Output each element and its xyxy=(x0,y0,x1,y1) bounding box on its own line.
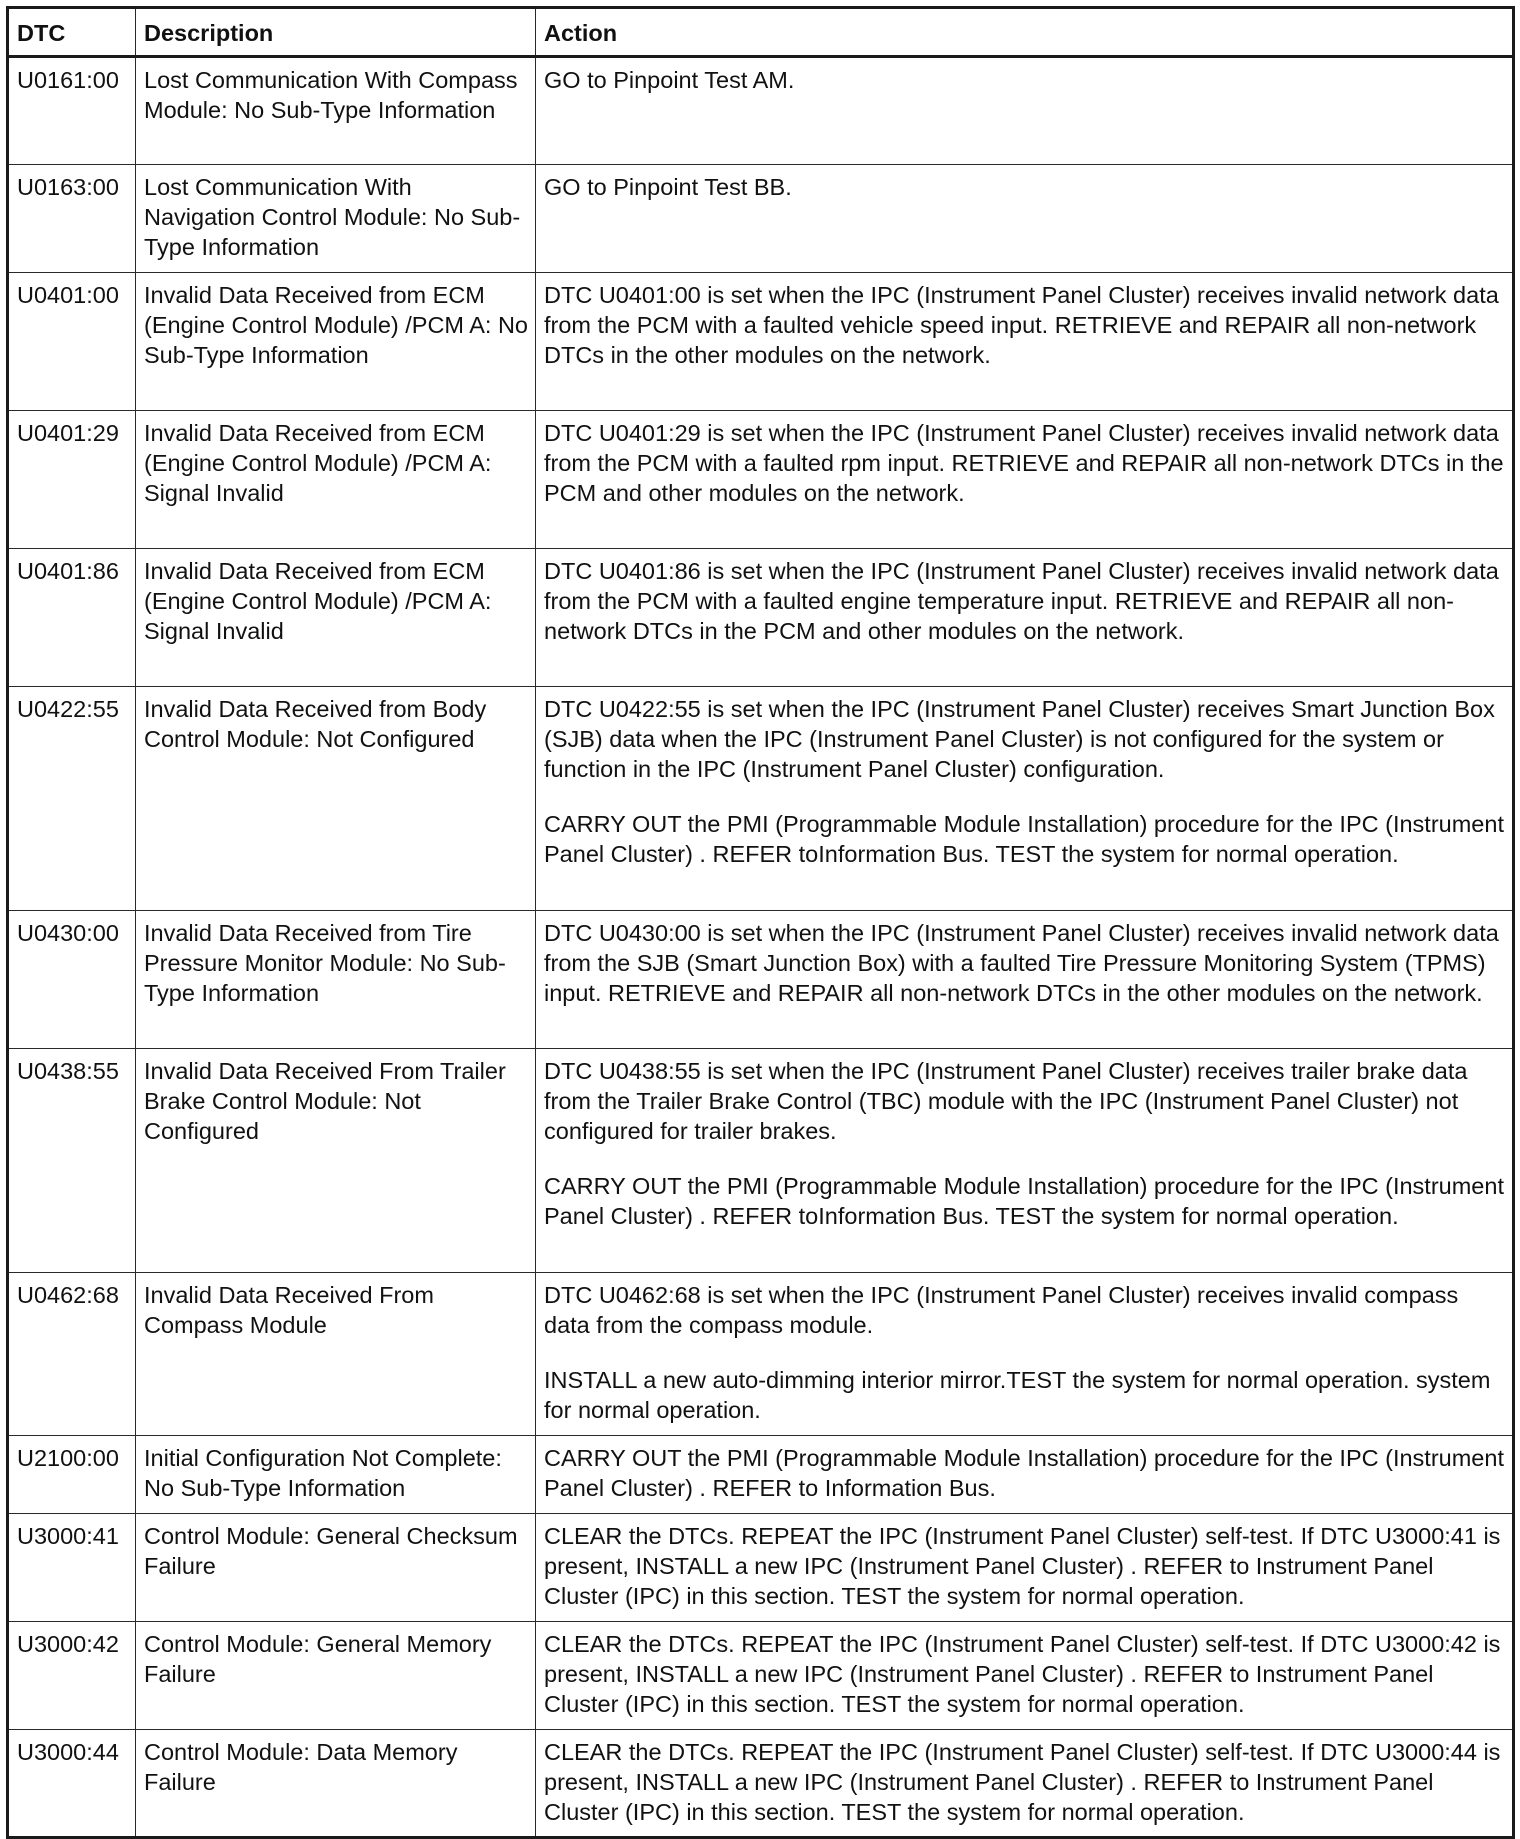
description-cell: Initial Configuration Not Complete: No Sub-Type Information xyxy=(136,1436,536,1514)
action-paragraph: CARRY OUT the PMI (Programmable Module Installation) procedure for the IPC (Instrument Panel Cluster) . REFER toInformation Bus. TEST the system for normal operation. xyxy=(544,1173,1504,1229)
description-cell: Lost Communication With Navigation Control Module: No Sub-Type Information xyxy=(136,165,536,273)
table-row xyxy=(8,411,1514,549)
dtc-code-cell: U0430:00 xyxy=(8,911,136,1049)
dtc-code-cell: U3000:41 xyxy=(8,1514,136,1622)
action-cell xyxy=(536,1730,1514,1838)
action-cell xyxy=(536,1514,1514,1622)
action-paragraph: CARRY OUT the PMI (Programmable Module Installation) procedure for the IPC (Instrument Panel Cluster) . REFER to Information Bus. xyxy=(544,1445,1504,1501)
action-cell xyxy=(536,1622,1514,1730)
header-description: Description xyxy=(136,8,536,57)
dtc-code-cell: U3000:44 xyxy=(8,1730,136,1838)
action-cell xyxy=(536,411,1514,549)
dtc-code-cell: U3000:42 xyxy=(8,1622,136,1730)
header-dtc: DTC xyxy=(8,8,136,57)
action-paragraph: INSTALL a new auto-dimming interior mirror.TEST the system for normal operation. system for normal operation. xyxy=(544,1367,1491,1423)
action-paragraph: GO to Pinpoint Test BB. xyxy=(544,174,792,200)
table-row xyxy=(8,549,1514,687)
action-paragraph: DTC U0401:00 is set when the IPC (Instrument Panel Cluster) receives invalid network data from the PCM with a faulted vehicle speed input. RETRIEVE and REPAIR all non-network DTCs in the other modules on the network. xyxy=(544,282,1499,368)
action-paragraph: GO to Pinpoint Test AM. xyxy=(544,67,795,93)
action-paragraph: CLEAR the DTCs. REPEAT the IPC (Instrument Panel Cluster) self-test. If DTC U3000:41 is present, INSTALL a new IPC (Instrument Panel Cluster) . REFER to Instrument Panel Cluster (IPC) in this section. TEST the system for normal operation. xyxy=(544,1523,1501,1609)
description-cell: Invalid Data Received From Trailer Brake Control Module: Not Configured xyxy=(136,1049,536,1273)
action-paragraph: DTC U0401:86 is set when the IPC (Instrument Panel Cluster) receives invalid network data from the PCM with a faulted engine temperature input. RETRIEVE and REPAIR all non-network DTCs in the PCM and other modules on the network. xyxy=(544,558,1499,644)
action-cell xyxy=(536,57,1514,165)
action-cell xyxy=(536,911,1514,1049)
description-cell: Lost Communication With Compass Module: No Sub-Type Information xyxy=(136,57,536,165)
dtc-code-cell: U0401:29 xyxy=(8,411,136,549)
dtc-code-cell: U0401:86 xyxy=(8,549,136,687)
dtc-code-cell: U2100:00 xyxy=(8,1436,136,1514)
action-paragraph: CARRY OUT the PMI (Programmable Module Installation) procedure for the IPC (Instrument Panel Cluster) . REFER toInformation Bus. TEST the system for normal operation. xyxy=(544,811,1504,867)
action-paragraph: CLEAR the DTCs. REPEAT the IPC (Instrument Panel Cluster) self-test. If DTC U3000:42 is present, INSTALL a new IPC (Instrument Panel Cluster) . REFER to Instrument Panel Cluster (IPC) in this section. TEST the system for normal operation. xyxy=(544,1631,1501,1717)
table-row xyxy=(8,1436,1514,1514)
table-body xyxy=(8,57,1514,1838)
table-header xyxy=(8,8,1514,57)
dtc-table xyxy=(6,6,1515,1839)
table-row xyxy=(8,57,1514,165)
description-cell: Invalid Data Received from ECM (Engine Control Module) /PCM A: Signal Invalid xyxy=(136,411,536,549)
table-row xyxy=(8,1273,1514,1436)
action-paragraph: DTC U0422:55 is set when the IPC (Instrument Panel Cluster) receives Smart Junction Box (SJB) data when the IPC (Instrument Panel Cluster) is not configured for the system or function in the IPC (Instrument Panel Cluster) configuration. xyxy=(544,696,1495,782)
dtc-code-cell: U0401:00 xyxy=(8,273,136,411)
action-paragraph: DTC U0438:55 is set when the IPC (Instrument Panel Cluster) receives trailer brake data from the Trailer Brake Control (TBC) module with the IPC (Instrument Panel Cluster) not configured for trailer brakes. xyxy=(544,1058,1468,1144)
description-cell: Invalid Data Received from ECM (Engine Control Module) /PCM A: Signal Invalid xyxy=(136,549,536,687)
description-cell: Invalid Data Received from Tire Pressure Monitor Module: No Sub-Type Information xyxy=(136,911,536,1049)
description-cell: Invalid Data Received from ECM (Engine Control Module) /PCM A: No Sub-Type Information xyxy=(136,273,536,411)
dtc-code-cell: U0422:55 xyxy=(8,687,136,911)
action-paragraph: DTC U0430:00 is set when the IPC (Instrument Panel Cluster) receives invalid network data from the SJB (Smart Junction Box) with a faulted Tire Pressure Monitoring System (TPMS) input. RETRIEVE and REPAIR all non-network DTCs in the other modules on the network. xyxy=(544,920,1499,1006)
description-cell: Invalid Data Received From Compass Module xyxy=(136,1273,536,1436)
dtc-code-cell: U0462:68 xyxy=(8,1273,136,1436)
header-action: Action xyxy=(536,8,1514,57)
action-cell xyxy=(536,549,1514,687)
action-cell xyxy=(536,165,1514,273)
table-row xyxy=(8,1049,1514,1273)
description-cell: Control Module: General Memory Failure xyxy=(136,1622,536,1730)
table-row xyxy=(8,687,1514,911)
action-cell xyxy=(536,1049,1514,1273)
description-cell: Control Module: Data Memory Failure xyxy=(136,1730,536,1838)
table-row xyxy=(8,165,1514,273)
description-cell: Control Module: General Checksum Failure xyxy=(136,1514,536,1622)
action-cell xyxy=(536,1436,1514,1514)
action-paragraph: CLEAR the DTCs. REPEAT the IPC (Instrument Panel Cluster) self-test. If DTC U3000:44 is present, INSTALL a new IPC (Instrument Panel Cluster) . REFER to Instrument Panel Cluster (IPC) in this section. TEST the system for normal operation. xyxy=(544,1739,1501,1825)
table-row xyxy=(8,273,1514,411)
table-row xyxy=(8,1622,1514,1730)
dtc-code-cell: U0161:00 xyxy=(8,57,136,165)
action-cell xyxy=(536,273,1514,411)
action-paragraph: DTC U0401:29 is set when the IPC (Instrument Panel Cluster) receives invalid network data from the PCM with a faulted rpm input. RETRIEVE and REPAIR all non-network DTCs in the PCM and other modules on the network. xyxy=(544,420,1504,506)
table-row xyxy=(8,911,1514,1049)
action-cell xyxy=(536,687,1514,911)
action-cell xyxy=(536,1273,1514,1436)
table-row xyxy=(8,1514,1514,1622)
action-paragraph: DTC U0462:68 is set when the IPC (Instrument Panel Cluster) receives invalid compass data from the compass module. xyxy=(544,1282,1459,1338)
table-row xyxy=(8,1730,1514,1838)
dtc-code-cell: U0438:55 xyxy=(8,1049,136,1273)
dtc-code-cell: U0163:00 xyxy=(8,165,136,273)
description-cell: Invalid Data Received from Body Control Module: Not Configured xyxy=(136,687,536,911)
header-row xyxy=(8,8,1514,57)
